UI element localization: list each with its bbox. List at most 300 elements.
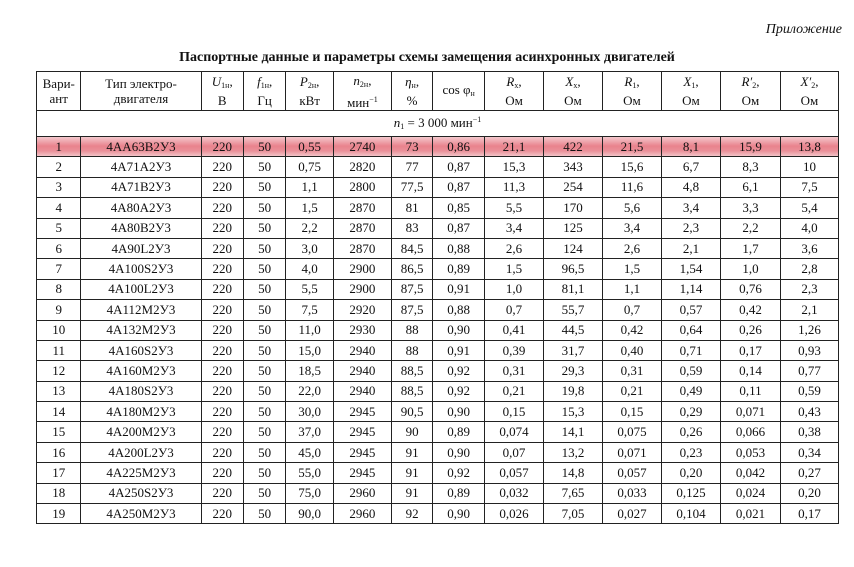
value-cell: 88 [391,340,432,360]
value-cell: 7,5 [780,177,838,197]
column-header-line1: Тип электро- [105,76,177,91]
value-cell: 3,4 [661,198,720,218]
value-cell: 0,88 [433,300,485,320]
value-cell: 220 [201,300,243,320]
motor-type-cell: 4А160М2У3 [81,361,201,381]
column-header-subscript: 1 [691,81,696,90]
value-cell: 50 [243,300,285,320]
column-header-unit: мин [347,94,370,110]
column-header-line2: ант [49,91,68,106]
column-header-line2: двигателя [113,91,169,106]
value-cell: 0,20 [780,483,838,503]
value-cell: 220 [201,381,243,401]
value-cell: 15,3 [485,157,544,177]
column-header-12: $R'_2$, Ом [720,72,780,111]
value-cell: 15,0 [286,340,334,360]
column-header-symbol: X [683,74,692,89]
value-cell: 343 [544,157,603,177]
value-cell: 0,88 [433,238,485,258]
table-row [37,402,839,422]
table-row [37,279,839,299]
value-cell: 50 [243,402,285,422]
column-header-symbol: η [405,74,412,89]
motor-type-cell: 4А160S2У3 [81,340,201,360]
value-cell: 0,89 [433,259,485,279]
value-cell: 2945 [333,442,391,462]
value-cell: 1,26 [780,320,838,340]
value-cell: 0,14 [720,361,780,381]
value-cell: 50 [243,177,285,197]
value-cell: 15,6 [602,157,661,177]
value-cell: 0,27 [780,463,838,483]
value-cell: 0,93 [780,340,838,360]
column-header-subscript: 2н [307,81,317,90]
table-row [37,483,839,503]
value-cell: 0,033 [602,483,661,503]
variant-cell: 4 [37,198,81,218]
value-cell: 2,1 [780,300,838,320]
value-cell: 15,9 [720,137,780,157]
variant-cell: 11 [37,340,81,360]
variant-cell: 13 [37,381,81,401]
column-header-subscript: 1 [632,81,637,90]
value-cell: 2940 [333,340,391,360]
value-cell: 0,7 [485,300,544,320]
value-cell: 2,6 [485,238,544,258]
motor-type-cell: 4А180М2У3 [81,402,201,422]
column-header-8: $R_x$, Ом [485,72,544,111]
value-cell: 0,042 [720,463,780,483]
table-row [37,177,839,197]
value-cell: 96,5 [544,259,603,279]
value-cell: 0,11 [720,381,780,401]
value-cell: 254 [544,177,603,197]
value-cell: 90,0 [286,504,334,524]
value-cell: 0,057 [485,463,544,483]
column-header-symbol: R′ [741,74,753,89]
column-header-subscript: 2 [811,81,816,90]
column-header-unit: В [217,93,227,108]
value-cell: 0,104 [661,504,720,524]
value-cell: 0,85 [433,198,485,218]
table-title: Паспортные данные и параметры схемы замещения асинхронных двигателей [179,50,675,65]
value-cell: 44,5 [544,320,603,340]
value-cell: 0,41 [485,320,544,340]
value-cell: 8,3 [720,157,780,177]
value-cell: 8,1 [661,137,720,157]
value-cell: 21,1 [485,137,544,157]
value-cell: 50 [243,157,285,177]
value-cell: 3,0 [286,238,334,258]
value-cell: 2820 [333,157,391,177]
value-cell: 21,5 [602,137,661,157]
value-cell: 0,57 [661,300,720,320]
column-header-11: $X_1$, Ом [661,72,720,111]
variant-cell: 17 [37,463,81,483]
column-header-4: $P_{2н}$, кВт [286,72,334,111]
column-header-unit: % [406,93,418,108]
value-cell: 55,7 [544,300,603,320]
column-header-subscript: 2 [752,81,757,90]
motor-type-cell: 4А225М2У3 [81,463,201,483]
value-cell: 0,75 [286,157,334,177]
value-cell: 50 [243,279,285,299]
value-cell: 15,3 [544,402,603,422]
value-cell: 0,87 [433,157,485,177]
value-cell: 2,1 [661,238,720,258]
value-cell: 0,29 [661,402,720,422]
value-cell: 91 [391,463,432,483]
value-cell: 92 [391,504,432,524]
value-cell: 0,071 [602,442,661,462]
value-cell: 50 [243,320,285,340]
header-row [37,72,839,111]
value-cell: 0,89 [433,483,485,503]
value-cell: 0,92 [433,463,485,483]
value-cell: 0,64 [661,320,720,340]
value-cell: 1,1 [286,177,334,197]
value-cell: 0,066 [720,422,780,442]
value-cell: 86,5 [391,259,432,279]
value-cell: 0,43 [780,402,838,422]
column-header-9: $X_x$, Ом [544,72,603,111]
value-cell: 50 [243,340,285,360]
value-cell: 0,071 [720,402,780,422]
motor-type-cell: 4А250S2У3 [81,483,201,503]
value-cell: 0,92 [433,361,485,381]
value-cell: 1,1 [602,279,661,299]
value-cell: 3,4 [485,218,544,238]
value-cell: 50 [243,463,285,483]
column-header-unit: Гц [257,93,272,108]
value-cell: 90,5 [391,402,432,422]
column-header-unit: кВт [299,93,320,108]
table-row [37,422,839,442]
value-cell: 0,26 [720,320,780,340]
value-cell: 91 [391,483,432,503]
table-row [37,137,839,157]
column-header-1 [81,72,201,111]
value-cell: 0,15 [485,402,544,422]
variant-cell: 7 [37,259,81,279]
value-cell: 90 [391,422,432,442]
section-speed-exponent: −1 [472,115,482,124]
value-cell: 7,65 [544,483,603,503]
value-cell: 11,0 [286,320,334,340]
column-header-unit: Ом [682,93,700,108]
value-cell: 50 [243,198,285,218]
table-row [37,340,839,360]
column-header-unit: Ом [564,93,582,108]
value-cell: 77 [391,157,432,177]
value-cell: 0,34 [780,442,838,462]
column-header-0 [37,72,81,111]
value-cell: 5,6 [602,198,661,218]
value-cell: 50 [243,483,285,503]
value-cell: 2,3 [661,218,720,238]
value-cell: 0,31 [602,361,661,381]
column-header-7 [433,72,485,111]
value-cell: 13,2 [544,442,603,462]
value-cell: 84,5 [391,238,432,258]
column-header-symbol: f [257,74,261,89]
column-header-symbol: U [211,74,222,89]
value-cell: 0,59 [780,381,838,401]
value-cell: 91 [391,442,432,462]
value-cell: 1,7 [720,238,780,258]
column-header-unit: Ом [800,93,819,108]
value-cell: 0,90 [433,402,485,422]
value-cell: 2800 [333,177,391,197]
value-cell: 220 [201,320,243,340]
column-header-subscript: x [514,81,519,90]
table-row [37,157,839,177]
value-cell: 220 [201,259,243,279]
value-cell: 77,5 [391,177,432,197]
value-cell: 2870 [333,238,391,258]
value-cell: 87,5 [391,279,432,299]
table-body [37,111,839,524]
motor-type-cell: 4А132М2У3 [81,320,201,340]
value-cell: 124 [544,238,603,258]
value-cell: 0,17 [720,340,780,360]
value-cell: 37,0 [286,422,334,442]
value-cell: 0,86 [433,137,485,157]
value-cell: 220 [201,361,243,381]
variant-cell: 14 [37,402,81,422]
column-header-unit-exponent: −1 [369,94,378,104]
value-cell: 1,5 [286,198,334,218]
value-cell: 50 [243,218,285,238]
motor-type-cell: 4А200L2У3 [81,442,201,462]
table-row [37,320,839,340]
motor-type-cell: 4А250М2У3 [81,504,201,524]
value-cell: 10 [780,157,838,177]
column-header-10: $R_1$, Ом [602,72,661,111]
table-row [37,300,839,320]
value-cell: 220 [201,177,243,197]
value-cell: 220 [201,137,243,157]
value-cell: 0,17 [780,504,838,524]
column-header-symbol: R [624,74,633,89]
motor-type-cell: 4А80В2У3 [81,218,201,238]
value-cell: 0,76 [720,279,780,299]
table-row [37,361,839,381]
value-cell: 14,1 [544,422,603,442]
value-cell: 0,90 [433,504,485,524]
value-cell: 50 [243,238,285,258]
value-cell: 0,125 [661,483,720,503]
section-speed-value: = 3 000 мин [404,115,473,130]
column-header-subscript: 2н [359,79,369,89]
value-cell: 13,8 [780,137,838,157]
value-cell: 7,05 [544,504,603,524]
column-header-unit: Ом [505,93,523,108]
value-cell: 0,074 [485,422,544,442]
value-cell: 0,49 [661,381,720,401]
value-cell: 220 [201,422,243,442]
variant-cell: 9 [37,300,81,320]
column-header-symbol: X′ [800,74,812,89]
value-cell: 0,38 [780,422,838,442]
value-cell: 220 [201,157,243,177]
variant-cell: 18 [37,483,81,503]
value-cell: 220 [201,340,243,360]
column-header-symbol: cos φ [442,81,471,97]
value-cell: 0,027 [602,504,661,524]
variant-cell: 1 [37,137,81,157]
value-cell: 2960 [333,483,391,503]
column-header-subscript: 1н [260,81,269,90]
section-speed-symbol: n [393,115,401,130]
section-speed-subscript: 1 [400,122,405,131]
column-header-6: $\eta_н$, % [391,72,432,111]
value-cell: 50 [243,504,285,524]
value-cell: 0,057 [602,463,661,483]
value-cell: 0,40 [602,340,661,360]
value-cell: 220 [201,504,243,524]
value-cell: 2,3 [780,279,838,299]
value-cell: 220 [201,402,243,422]
value-cell: 2,8 [780,259,838,279]
value-cell: 2,2 [720,218,780,238]
column-header-symbol: X [565,74,574,89]
column-header-unit: Ом [741,93,760,108]
value-cell: 88 [391,320,432,340]
value-cell: 0,20 [661,463,720,483]
value-cell: 2740 [333,137,391,157]
value-cell: 1,0 [720,259,780,279]
table-row [37,238,839,258]
motor-type-cell: 4А100S2У3 [81,259,201,279]
column-header-subscript: 1н [221,81,230,90]
value-cell: 6,7 [661,157,720,177]
table-row [37,463,839,483]
value-cell: 0,59 [661,361,720,381]
column-header-subscript: н [411,81,416,90]
table-row [37,442,839,462]
value-cell: 2945 [333,422,391,442]
value-cell: 3,4 [602,218,661,238]
value-cell: 4,8 [661,177,720,197]
motor-type-cell: 4А80А2У3 [81,198,201,218]
value-cell: 125 [544,218,603,238]
value-cell: 220 [201,198,243,218]
value-cell: 0,21 [602,381,661,401]
value-cell: 0,032 [485,483,544,503]
value-cell: 88,5 [391,361,432,381]
value-cell: 5,4 [780,198,838,218]
value-cell: 45,0 [286,442,334,462]
value-cell: 0,7 [602,300,661,320]
motor-type-cell: 4АА63В2У3 [81,137,201,157]
table-header [37,72,839,111]
value-cell: 2900 [333,279,391,299]
value-cell: 0,024 [720,483,780,503]
appendix-label: Приложение [765,22,842,37]
value-cell: 2940 [333,381,391,401]
value-cell: 0,77 [780,361,838,381]
value-cell: 3,6 [780,238,838,258]
value-cell: 2,6 [602,238,661,258]
motor-type-cell: 4А180S2У3 [81,381,201,401]
value-cell: 0,39 [485,340,544,360]
variant-cell: 5 [37,218,81,238]
column-header-subscript: x [573,81,578,90]
value-cell: 220 [201,463,243,483]
value-cell: 19,8 [544,381,603,401]
value-cell: 2920 [333,300,391,320]
value-cell: 75,0 [286,483,334,503]
value-cell: 81 [391,198,432,218]
value-cell: 170 [544,198,603,218]
section-label-cell [37,111,839,137]
value-cell: 50 [243,137,285,157]
column-header-symbol: n [353,72,360,88]
value-cell: 6,1 [720,177,780,197]
value-cell: 220 [201,238,243,258]
variant-cell: 2 [37,157,81,177]
value-cell: 3,3 [720,198,780,218]
value-cell: 0,87 [433,218,485,238]
motor-parameters-table [36,71,839,524]
variant-cell: 8 [37,279,81,299]
column-header-unit: Ом [623,93,641,108]
column-header-symbol: R [506,74,515,89]
column-header-3: $f_{1н}$, Гц [243,72,285,111]
table-row [37,259,839,279]
value-cell: 81,1 [544,279,603,299]
value-cell: 0,21 [485,381,544,401]
motor-type-cell: 4А71В2У3 [81,177,201,197]
table-row [37,381,839,401]
value-cell: 0,07 [485,442,544,462]
value-cell: 0,89 [433,422,485,442]
motor-type-cell: 4А200М2У3 [81,422,201,442]
value-cell: 5,5 [485,198,544,218]
value-cell: 0,55 [286,137,334,157]
motor-type-cell: 4А90L2У3 [81,238,201,258]
column-header-line1: Вари- [42,76,75,91]
variant-cell: 6 [37,238,81,258]
value-cell: 73 [391,137,432,157]
motor-type-cell: 4А71А2У3 [81,157,201,177]
value-cell: 220 [201,218,243,238]
value-cell: 220 [201,442,243,462]
value-cell: 0,91 [433,279,485,299]
column-header-13: $X'_2$, Ом [780,72,838,111]
value-cell: 0,075 [602,422,661,442]
value-cell: 1,54 [661,259,720,279]
value-cell: 0,053 [720,442,780,462]
value-cell: 4,0 [780,218,838,238]
value-cell: 2960 [333,504,391,524]
column-header-2: $U_{1н}$, В [201,72,243,111]
variant-cell: 12 [37,361,81,381]
value-cell: 18,5 [286,361,334,381]
value-cell: 55,0 [286,463,334,483]
variant-cell: 3 [37,177,81,197]
value-cell: 1,14 [661,279,720,299]
value-cell: 30,0 [286,402,334,422]
value-cell: 0,26 [661,422,720,442]
value-cell: 0,71 [661,340,720,360]
section-row [37,111,839,137]
value-cell: 2945 [333,463,391,483]
value-cell: 2945 [333,402,391,422]
value-cell: 50 [243,442,285,462]
value-cell: 0,026 [485,504,544,524]
